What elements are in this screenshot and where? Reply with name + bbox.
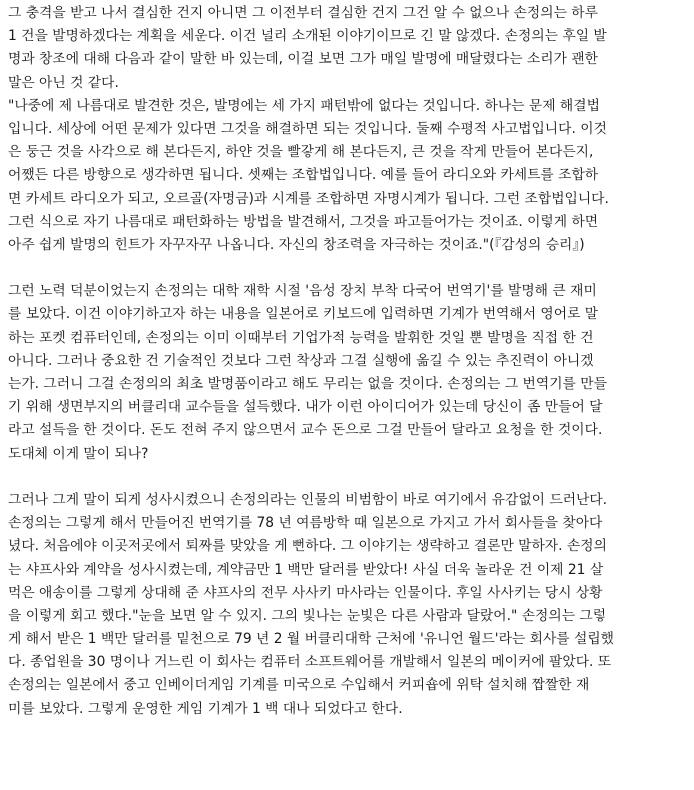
text-line: 명과 창조에 대해 다음과 같이 말한 바 있는데, 이걸 보면 그가 매일 발명에 매달렸다는 소리가 괜한 (8, 51, 598, 68)
text-line: 게 해서 받은 1 백만 달러를 밑천으로 79 년 2 월 버클리대학 근처에 '유니언 월드'라는 회사를 설립했 (8, 631, 614, 648)
text-line: 는가. 그러니 그걸 손정의의 최초 발명품이라고 해도 무리는 없을 것이다. 손정의는 그 번역기를 만들 (8, 376, 607, 392)
text-line: 아니다. 그러나 중요한 건 기술적인 것보다 그런 착상과 그걸 실행에 옮길 수 있는 추진력이 아니겠 (8, 352, 594, 369)
text-line: 미를 보았다. 그렇게 운영한 게임 기계가 1 백 대나 되었다고 한다. (8, 700, 403, 717)
text-line: 을 이렇게 회고 했다."눈을 보면 알 수 있지. 그의 빛나는 눈빛은 다른 사람과 달랐어." 손정의는 그렇 (8, 607, 607, 624)
text-line: 먹은 애송이를 그렇게 상대해 준 샤프사의 전무 사사키 마사라는 인물이다. 후일 사사키는 당시 상황 (8, 584, 603, 601)
text-line: 어쨌든 다른 방향으로 생각하면 됩니다. 셋째는 조합법입니다. 예를 들어 라디오와 카세트를 조합하 (8, 167, 599, 184)
paragraph-quote (8, 95, 680, 257)
paragraph-sharp-deal (8, 489, 680, 721)
text-line: 를 보았다. 이건 이야기하고자 하는 내용을 일본어로 키보드에 입력하면 기계가 번역해서 영어로 말 (8, 306, 599, 323)
text-line: 손정의는 그렇게 해서 만들어진 번역기를 78 년 여름방학 때 일본으로 가지고 가서 회사들을 찾아다 (8, 515, 603, 532)
text-line: "나중에 제 나름대로 발견한 것은, 발명에는 세 가지 패턴밖에 없다는 것입니다. 하나는 문제 해결법 (8, 97, 600, 114)
text-line: 말은 아닌 것 같다. (8, 74, 119, 91)
paragraph-gap (8, 257, 680, 280)
text-line: 다. 종업원을 30 명이나 거느린 이 회사는 컴퓨터 소프트웨어를 개발해서 일본의 메이커에 팔았다. 또 (8, 654, 612, 671)
paragraph-translator (8, 280, 680, 466)
text-line: 하는 포켓 컴퓨터인데, 손정의는 이미 이때부터 기업가적 능력을 발휘한 것일 뿐 발명을 직접 한 건 (8, 329, 594, 346)
text-line: 입니다. 세상에 어떤 문제가 있다면 그것을 해결하면 되는 것입니다. 둘째 수평적 사고법입니다. 이것 (8, 120, 607, 137)
paragraph-gap (8, 466, 680, 489)
text-line: 라고 설득을 한 것이다. 돈도 전혀 주지 않으면서 교수 돈으로 그걸 만들어 달라고 요청을 한 것이다. (8, 422, 603, 439)
text-line: 녔다. 처음에야 이곳저곳에서 퇴짜를 맞았을 게 뻔하다. 그 이야기는 생략하고 결론만 말하자. 손정의 (8, 538, 607, 555)
paragraph-intro (8, 2, 680, 95)
text-line: 은 둥근 것을 사각으로 해 본다든지, 하얀 것을 빨갛게 해 본다든지, 큰 것을 작게 만들어 본다든지, (8, 144, 594, 161)
text-line: 는 샤프사와 계약을 성사시켰는데, 계약금만 1 백만 달러를 받았다! 사실 더욱 놀라운 건 이제 21 살 (8, 561, 604, 578)
text-line: 기 위해 생면부지의 버클리대 교수들을 설득했다. 내가 이런 아이디어가 있는데 당신이 좀 만들어 달 (8, 399, 603, 416)
text-line: 1 건을 발명하겠다는 계획을 세운다. 이건 널리 소개된 이야기이므로 긴 말 않겠다. 손정의는 후일 발 (8, 28, 607, 45)
text-line: 아주 쉽게 발명의 힌트가 자꾸자꾸 나옵니다. 자신의 창조력을 자극하는 것이죠."(『감성의 승리』) (8, 236, 585, 253)
text-line: 그런 식으로 자기 나름대로 패턴화하는 방법을 발견해서, 그것을 파고들어가는 것이죠. 이렇게 하면 (8, 213, 599, 230)
text-line: 그러나 그게 말이 되게 성사시켰으니 손정의라는 인물의 비범함이 바로 여기에서 유감없이 드러난다. (8, 491, 608, 508)
text-line: 그 충격을 받고 나서 결심한 건지 아니면 그 이전부터 결심한 건지 그건 알 수 없으나 손정의는 하루 (8, 5, 598, 21)
text-line: 도대체 이게 말이 되나? (8, 445, 149, 462)
text-line: 그런 노력 덕분이었는지 손정의는 대학 재학 시절 '음성 장치 부착 다국어 번역기'를 발명해 큰 재미 (8, 283, 597, 300)
text-line: 손정의는 일본에서 중고 인베이더게임 기계를 미국으로 수입해서 커피숍에 위탁 설치해 짭짤한 재 (8, 677, 590, 694)
text-line: 면 카세트 라디오가 되고, 오르골(자명금)과 시계를 조합하면 자명시계가 됩니다. 그런 조합법입니다. (8, 190, 609, 207)
